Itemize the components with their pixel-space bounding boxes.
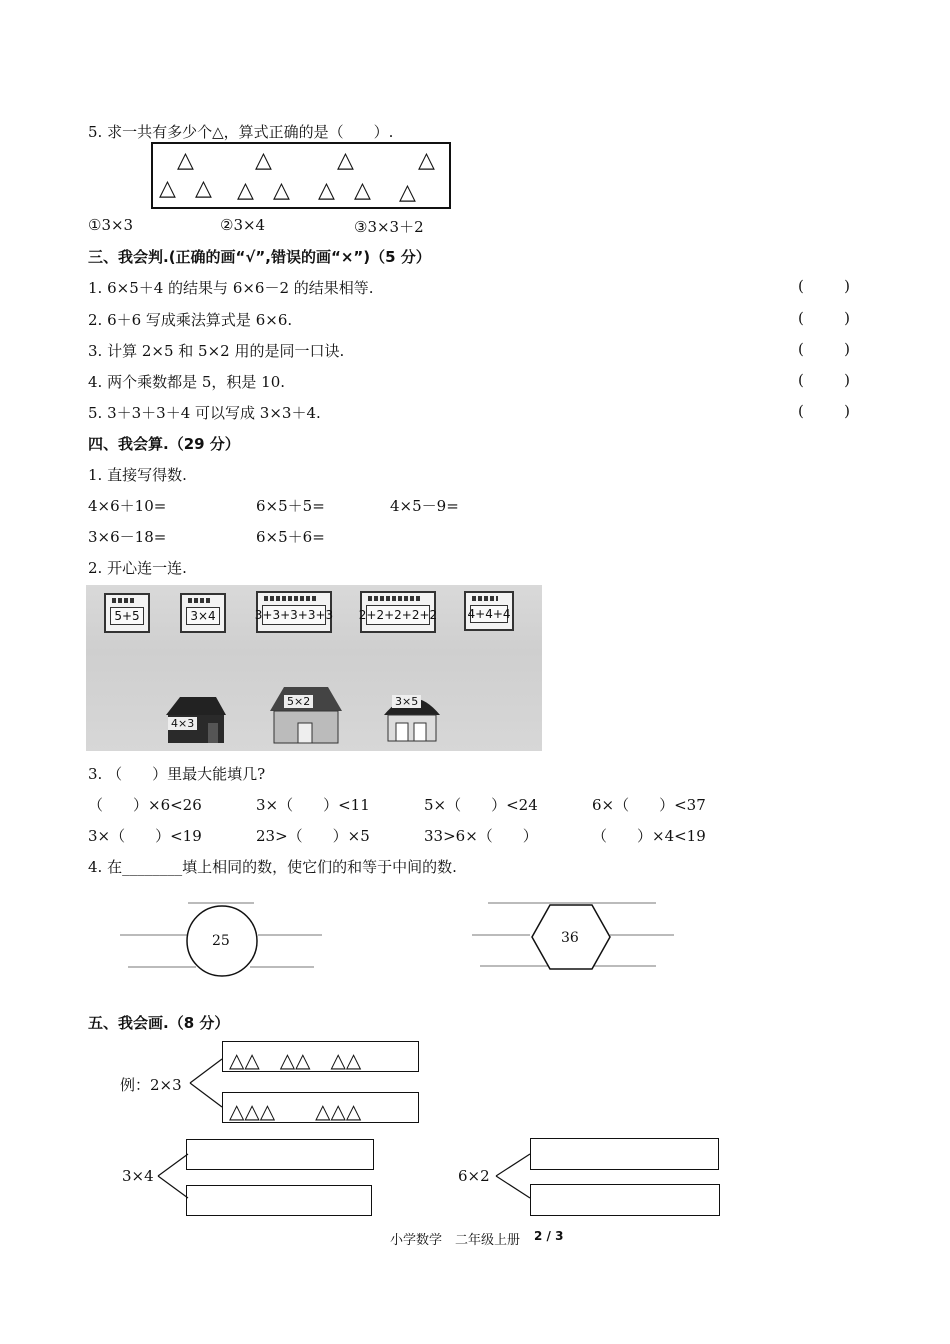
- judge-item-2: 2. 6＋6 写成乘法算式是 6×6.: [88, 311, 293, 329]
- calc-item: 3×6－18=: [88, 528, 167, 546]
- hexagon-value: 36: [561, 930, 579, 946]
- calc-item: 6×5＋5=: [256, 497, 325, 515]
- branch-lines: [188, 1055, 224, 1111]
- q1-title: 1. 直接写得数.: [88, 466, 187, 484]
- q3-title: 3. （ ）里最大能填几?: [88, 765, 266, 783]
- q5-triangle-box: [151, 142, 451, 209]
- triangle-icon: △: [159, 176, 176, 201]
- section3-title: 三、我会判.(正确的画“√”,错误的画“×”)（5 分）: [88, 248, 431, 266]
- triangle-icon: △: [318, 178, 335, 203]
- compare-item: （ ）×6<26: [88, 796, 202, 814]
- q5-option-1: ①3×3: [88, 216, 134, 234]
- judge-item-5: 5. 3＋3＋3＋4 可以写成 3×3＋4.: [88, 404, 321, 422]
- calc-item: 4×6＋10=: [88, 497, 167, 515]
- judge-answer-1[interactable]: ( ): [798, 277, 850, 295]
- circle-value: 25: [212, 933, 230, 949]
- triangle-icon: △: [418, 148, 435, 173]
- compare-item: 3×（ ）<11: [256, 796, 370, 814]
- q2-title: 2. 开心连一连.: [88, 559, 187, 577]
- draw-box-2a[interactable]: [530, 1138, 719, 1170]
- compare-item: 3×（ ）<19: [88, 827, 202, 845]
- judge-item-1: 1. 6×5＋4 的结果与 6×6－2 的结果相等.: [88, 279, 374, 297]
- task-label-1: 3×4: [122, 1167, 154, 1185]
- triangle-icon: △: [255, 148, 272, 173]
- branch-lines: [494, 1150, 532, 1202]
- footer-text: 小学数学 二年级上册: [390, 1233, 521, 1248]
- house-label-1: 4×3: [168, 717, 197, 730]
- house-label-3: 3×5: [392, 695, 421, 708]
- compare-item: 6×（ ）<37: [592, 796, 706, 814]
- draw-box-1a[interactable]: [186, 1139, 374, 1170]
- judge-item-4: 4. 两个乘数都是 5，积是 10.: [88, 373, 286, 391]
- example-box-1: △△ △△ △△: [222, 1041, 419, 1072]
- section4-title: 四、我会算.（29 分）: [88, 435, 240, 453]
- draw-box-2b[interactable]: [530, 1184, 720, 1216]
- branch-lines: [156, 1150, 190, 1202]
- house-icon[interactable]: [268, 683, 344, 745]
- match-card-3[interactable]: 3+3+3+3+3: [256, 591, 332, 633]
- compare-item: 23>（ ）×5: [256, 827, 370, 845]
- triangle-icon: △: [195, 176, 212, 201]
- judge-answer-4[interactable]: ( ): [798, 371, 850, 389]
- calc-item: 4×5－9=: [390, 497, 459, 515]
- triangle-icon: △: [337, 148, 354, 173]
- triangle-icon: △: [273, 178, 290, 203]
- judge-item-3: 3. 计算 2×5 和 5×2 用的是同一口诀.: [88, 342, 345, 360]
- triangle-icon: △: [399, 180, 416, 205]
- match-card-1[interactable]: 5+5: [104, 593, 150, 633]
- judge-answer-5[interactable]: ( ): [798, 402, 850, 420]
- house-label-2: 5×2: [284, 695, 313, 708]
- match-card-5[interactable]: 4+4+4: [464, 591, 514, 631]
- triangle-icon: △: [177, 148, 194, 173]
- example-label: 例：2×3: [120, 1076, 182, 1094]
- judge-answer-3[interactable]: ( ): [798, 340, 850, 358]
- q5-option-2: ②3×4: [220, 216, 266, 234]
- q5-prompt: 5. 求一共有多少个△，算式正确的是（ ）.: [88, 123, 394, 141]
- compare-item: 5×（ ）<24: [424, 796, 538, 814]
- task-label-2: 6×2: [458, 1167, 490, 1185]
- example-box-2: △△△ △△△: [222, 1092, 419, 1123]
- page-number: 2 / 3: [534, 1229, 564, 1243]
- section5-title: 五、我会画.（8 分）: [88, 1014, 230, 1032]
- calc-item: 6×5＋6=: [256, 528, 325, 546]
- triangle-icon: △: [354, 178, 371, 203]
- draw-box-1b[interactable]: [186, 1185, 372, 1216]
- match-card-4[interactable]: 2+2+2+2+2: [360, 591, 436, 633]
- compare-item: 33>6×（ ）: [424, 827, 538, 845]
- match-card-2[interactable]: 3×4: [180, 593, 226, 633]
- matching-photo: [86, 585, 542, 751]
- q5-option-3: ③3×3＋2: [354, 218, 424, 236]
- judge-answer-2[interactable]: ( ): [798, 309, 850, 327]
- compare-item: （ ）×4<19: [592, 827, 706, 845]
- triangle-icon: △: [237, 178, 254, 203]
- house-icon[interactable]: [380, 685, 444, 743]
- q4-title: 4. 在________填上相同的数，使它们的和等于中间的数.: [88, 858, 457, 876]
